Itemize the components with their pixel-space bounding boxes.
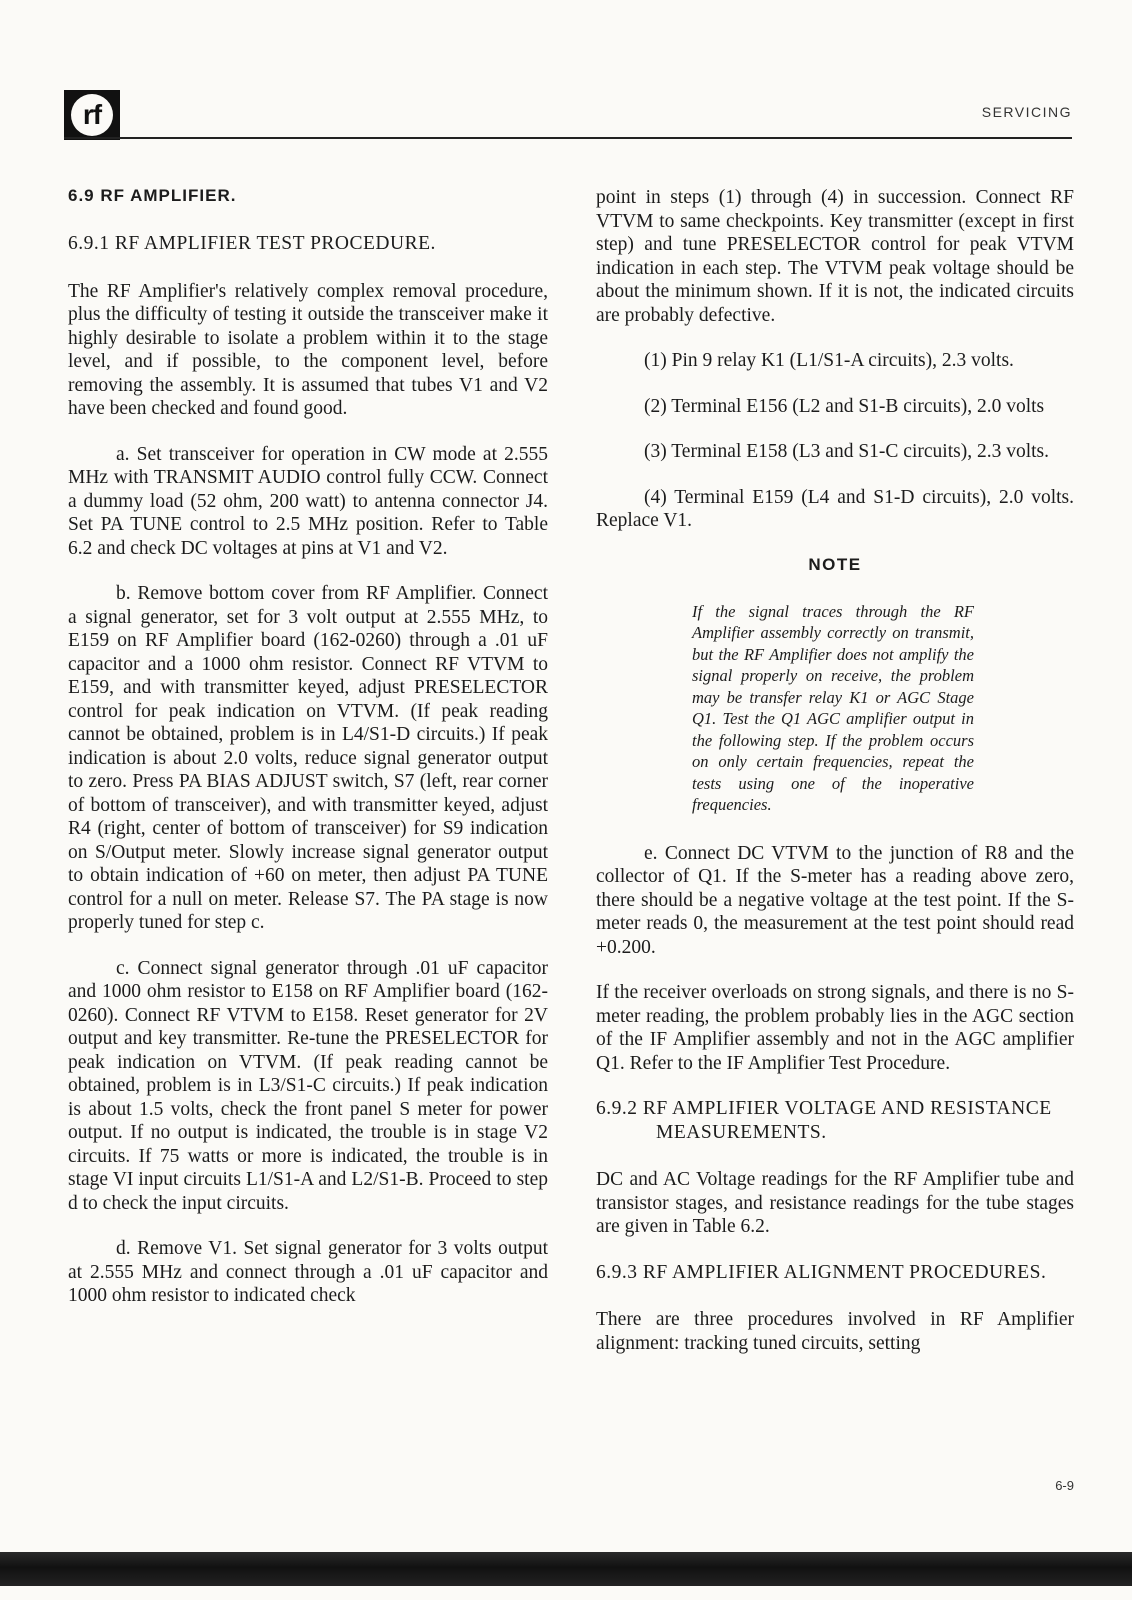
page-number: 6-9 [1055, 1478, 1074, 1493]
check-point-4: (4) Terminal E159 (L4 and S1-D circuits), 2.0 volts. Replace V1. [596, 486, 1074, 531]
overload-paragraph: If the receiver overloads on strong signals, and there is no S-meter reading, the problem probably lies in the AGC section of the IF Amplifier assembly and not in the AGC amplifier Q1. Refer to the IF Amplifier Test Procedure. [596, 982, 1074, 1074]
step-d-continued: point in steps (1) through (4) in succession. Connect RF VTVM to same checkpoints. Key transmitter (except in first step) and tune PRESELECTOR control for peak VTVM indication in each step. The VTVM peak voltage should be about the minimum shown. If it is not, the indicated circuits are probably defective. [596, 187, 1074, 326]
header-rule [64, 137, 1072, 139]
left-column [68, 186, 548, 1330]
note-body: If the signal traces through the RF Amplifier assembly correctly on transmit, but the RF Amplifier does not amplify the signal properly on receive, the problem may be transfer relay K1 or AGC Stage Q1. Test the Q1 AGC amplifier output in the following step. If the problem occurs on only certain frequencies, repeat the tests using one of the inoperative frequencies. [692, 601, 974, 814]
scan-edge-bar [0, 1552, 1132, 1586]
rf-logo-text: rf [71, 94, 113, 136]
section-heading: 6.9 RF AMPLIFIER. [68, 186, 237, 205]
step-e: e. Connect DC VTVM to the junction of R8 and the collector of Q1. If the S-meter has a reading above zero, there should be a negative voltage at the test point. If the S-meter reads 0, the measurement at the test point should read +0.200. [596, 842, 1074, 958]
section-label: SERVICING [981, 104, 1072, 120]
intro-paragraph: The RF Amplifier's relatively complex removal procedure, plus the difficulty of testing it outside the transceiver make it highly desirable to isolate a problem within it to the stage level, and if possible, to the component level, before removing the assembly. It is assumed that tubes V1 and V2 have been checked and found good. [68, 280, 548, 419]
subsection-heading-691: 6.9.1 RF AMPLIFIER TEST PROCEDURE. [68, 233, 436, 254]
rf-logo [64, 90, 120, 140]
check-point-1: (1) Pin 9 relay K1 (L1/S1-A circuits), 2.3 volts. [644, 350, 1014, 371]
subsection-heading-692: 6.9.2 RF AMPLIFIER VOLTAGE AND RESISTANCE MEASUREMENTS. [596, 1098, 1052, 1143]
right-column [596, 186, 1074, 1377]
subsection-heading-693: 6.9.3 RF AMPLIFIER ALIGNMENT PROCEDURES. [596, 1261, 1047, 1283]
check-point-2: (2) Terminal E156 (L2 and S1-B circuits), 2.0 volts [644, 395, 1045, 417]
voltage-paragraph: DC and AC Voltage readings for the RF Amplifier tube and transistor stages, and resistance readings for the tube stages are given in Table 6.2. [596, 1169, 1074, 1237]
step-c: c. Connect signal generator through .01 uF capacitor and 1000 ohm resistor to E158 on RF Amplifier board (162-0260). Connect RF VTVM to E158. Reset generator for 2V output and key transmitter. Re-tune the PRESELECTOR for peak indication on VTVM. (If peak reading cannot be obtained, problem is in L3/S1-C circuits.) If peak indication is about 1.5 volts, check the front panel S meter for power output. If no output is indicated, the trouble is in stage V2 circuits. If 75 watts or more is indicated, the trouble is in stage VI input circuits L1/S1-A and L2/S1-B. Proceed to step d to check the input circuits. [68, 957, 548, 1214]
step-a: a. Set transceiver for operation in CW mode at 2.555 MHz with TRANSMIT AUDIO control fully CCW. Connect a dummy load (52 ohm, 200 watt) to antenna connector J4. Set PA TUNE control to 2.5 MHz position. Refer to Table 6.2 and check DC voltages at pins at V1 and V2. [68, 443, 548, 559]
step-d: d. Remove V1. Set signal generator for 3 volts output at 2.555 MHz and connect through a .01 uF capacitor and 1000 ohm resistor to indicated check [68, 1238, 548, 1306]
note-title: NOTE [808, 554, 862, 574]
step-b: b. Remove bottom cover from RF Amplifier. Connect a signal generator, set for 3 volt output at 2.555 MHz, to E159 on RF Amplifier board (162-0260) through a .01 uF capacitor and a 1000 ohm resistor. Connect RF VTVM to E159, and with transmitter keyed, adjust PRESELECTOR control for peak indication on VTVM. (If peak reading cannot be obtained, problem is in L4/S1-D circuits.) If peak indication is about 2.0 volts, reduce signal generator output to zero. Press PA BIAS ADJUST switch, S7 (left, rear corner of bottom of transceiver), and with transmitter keyed, adjust R4 (right, center of bottom of transceiver) for S9 indication on S/Output meter. Slowly increase signal generator output to obtain indication of +60 on meter, then adjust PA TUNE control for a null on meter. Release S7. The PA stage is now properly tuned for step c. [68, 583, 548, 933]
alignment-paragraph: There are three procedures involved in RF Amplifier alignment: tracking tuned circuits, setting [596, 1309, 1074, 1354]
check-point-3: (3) Terminal E158 (L3 and S1-C circuits), 2.3 volts. [644, 441, 1049, 462]
